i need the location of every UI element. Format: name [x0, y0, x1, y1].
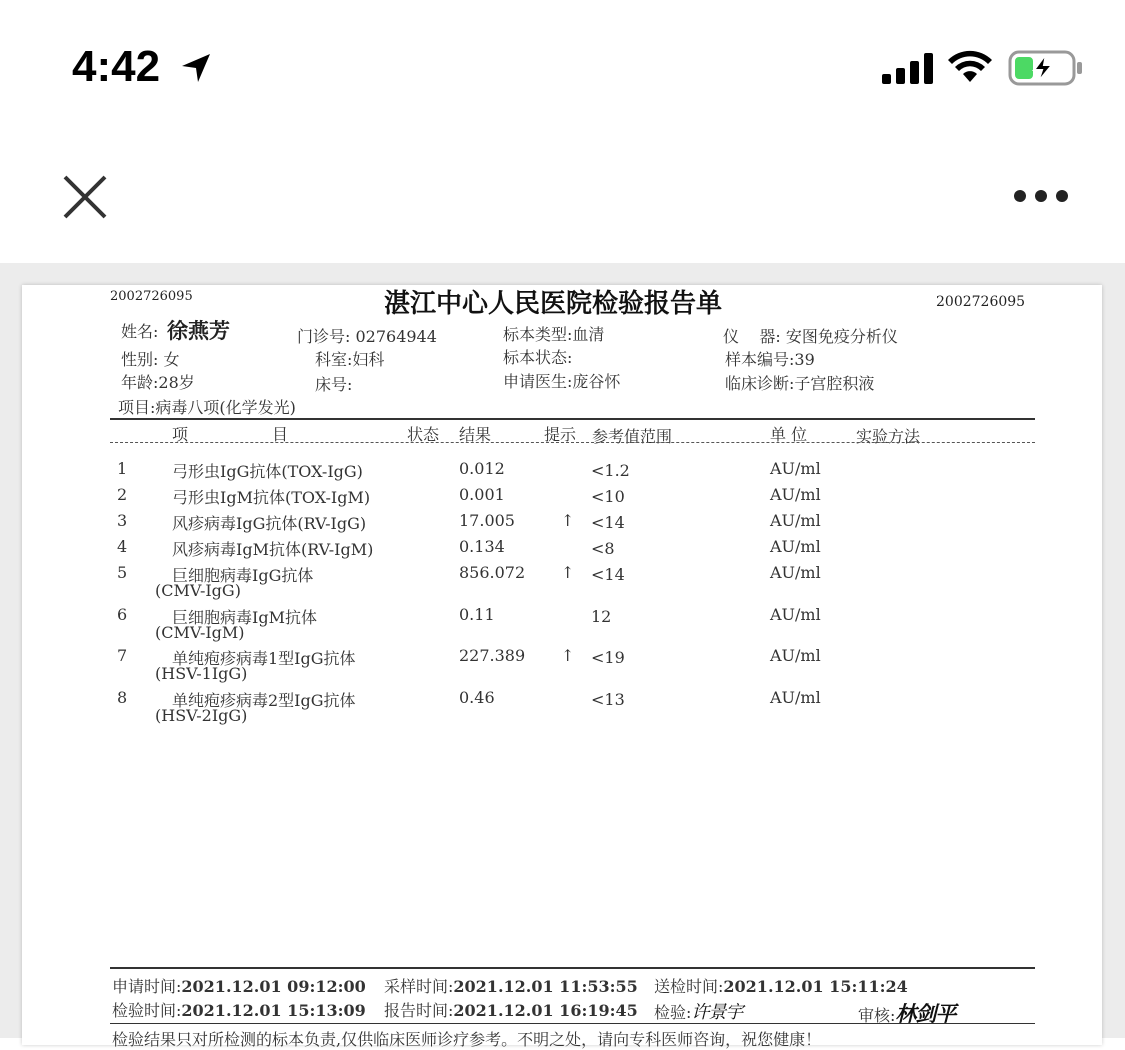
- row-name: 巨细胞病毒IgG抗体: [172, 566, 314, 585]
- nav-bar: [0, 130, 1125, 263]
- tester: [654, 998, 742, 1024]
- row-unit: AU/ml: [770, 511, 821, 530]
- lab-report: [22, 285, 1102, 1049]
- row-no: 7: [117, 646, 128, 665]
- row-unit: AU/ml: [770, 688, 821, 707]
- close-icon[interactable]: [62, 174, 108, 220]
- status-bar: [0, 0, 1125, 130]
- tester-signature: 许景宇: [691, 1002, 743, 1023]
- more-icon[interactable]: [1012, 188, 1072, 204]
- name-label: 姓名:: [121, 322, 159, 341]
- row-hint: ↑: [561, 511, 575, 530]
- report-time: [384, 998, 638, 1021]
- reviewer-signature: 林剑平: [895, 1002, 956, 1026]
- row-name2: (HSV-2IgG): [155, 706, 248, 725]
- col-unit: 单 位: [770, 425, 808, 444]
- row-unit: AU/ml: [770, 605, 821, 624]
- send-time-value: 2021.12.01 15:11:24: [723, 977, 908, 996]
- request-time: [112, 974, 366, 997]
- sample-time-label: 采样时间:: [384, 977, 454, 996]
- report-id-left: 2002726095: [110, 289, 193, 304]
- test-time-label: 检验时间:: [112, 1001, 182, 1020]
- divider: [110, 1023, 1035, 1024]
- report-time-value: 2021.12.01 16:19:45: [453, 1001, 638, 1020]
- row-no: 1: [117, 459, 128, 478]
- row-name: 弓形虫IgG抗体(TOX-IgG): [172, 462, 363, 481]
- request-time-value: 2021.12.01 09:12:00: [181, 977, 366, 996]
- row-name2: (HSV-1IgG): [155, 664, 248, 683]
- row-reference: <14: [591, 565, 625, 584]
- row-reference: <19: [591, 648, 625, 667]
- row-result: 227.389: [459, 646, 526, 665]
- row-name: 巨细胞病毒IgM抗体: [172, 608, 317, 627]
- col-status: 状态: [407, 425, 440, 444]
- patient-name: 徐燕芳: [167, 318, 230, 343]
- col-item-2: 目: [272, 425, 289, 444]
- department: 科室:妇科: [315, 350, 385, 369]
- request-time-label: 申请时间:: [112, 977, 182, 996]
- divider: [110, 418, 1035, 420]
- col-reference: 参考值范围: [592, 427, 673, 446]
- row-hint: ↑: [561, 563, 575, 582]
- requesting-doctor: 申请医生:庞谷怀: [503, 372, 621, 391]
- row-no: 3: [117, 511, 128, 530]
- location-arrow-icon: [180, 52, 212, 84]
- row-reference: 12: [591, 607, 612, 626]
- row-name: 风疹病毒IgM抗体(RV-IgM): [172, 540, 374, 559]
- divider: [110, 967, 1035, 969]
- reviewer-label: 审核:: [858, 1006, 896, 1025]
- row-reference: <1.2: [591, 461, 630, 480]
- signal-icon: [882, 52, 934, 84]
- document-viewer[interactable]: [0, 263, 1125, 1049]
- report-time-label: 报告时间:: [384, 1001, 454, 1020]
- report-title: 湛江中心人民医院检验报告单: [384, 289, 723, 319]
- send-time: [654, 974, 908, 997]
- divider-dashed: [110, 442, 1035, 443]
- test-time: [112, 998, 366, 1021]
- row-result: 0.012: [459, 459, 505, 478]
- sample-no: 样本编号:39: [725, 350, 815, 369]
- row-unit: AU/ml: [770, 537, 821, 556]
- row-unit: AU/ml: [770, 485, 821, 504]
- disclaimer: 检验结果只对所检测的标本负责,仅供临床医师诊疗参考。不明之处，请向专科医师咨询，祝您健康！: [112, 1030, 822, 1049]
- sample-time: [384, 974, 638, 997]
- row-result: 17.005: [459, 511, 515, 530]
- col-hint: 提示: [544, 425, 577, 444]
- sex: 性别: 女: [121, 350, 180, 369]
- specimen-status: 标本状态:: [503, 348, 573, 367]
- row-name2: (CMV-IgM): [155, 623, 245, 642]
- age: 年龄:28岁: [121, 373, 195, 392]
- row-name: 单纯疱疹病毒2型IgG抗体: [172, 691, 356, 710]
- row-result: 856.072: [459, 563, 526, 582]
- test-time-value: 2021.12.01 15:13:09: [181, 1001, 366, 1020]
- row-result: 0.11: [459, 605, 495, 624]
- wifi-icon: [946, 50, 994, 84]
- battery-charging-icon: [1008, 50, 1084, 86]
- row-result: 0.001: [459, 485, 505, 504]
- col-method: 实验方法: [856, 427, 921, 446]
- tester-label: 检验:: [654, 1003, 692, 1022]
- instrument: 仪 器: 安图免疫分析仪: [723, 327, 898, 346]
- row-hint: ↑: [561, 646, 575, 665]
- row-no: 8: [117, 688, 128, 707]
- report-id-right: 2002726095: [936, 294, 1026, 310]
- row-reference: <13: [591, 690, 625, 709]
- row-reference: <14: [591, 513, 625, 532]
- row-name: 单纯疱疹病毒1型IgG抗体: [172, 649, 356, 668]
- row-no: 6: [117, 605, 128, 624]
- row-result: 0.134: [459, 537, 505, 556]
- row-no: 2: [117, 485, 128, 504]
- col-item: 项: [172, 425, 189, 444]
- row-name2: (CMV-IgG): [155, 581, 241, 600]
- specimen-type: 标本类型:血清: [503, 325, 605, 344]
- clinic-no: 门诊号: 02764944: [297, 327, 437, 346]
- row-name: 风疹病毒IgG抗体(RV-IgG): [172, 514, 367, 533]
- row-name: 弓形虫IgM抗体(TOX-IgM): [172, 488, 371, 507]
- send-time-label: 送检时间:: [654, 977, 724, 996]
- bed: 床号:: [315, 375, 353, 394]
- clinical-diagnosis: 临床诊断:子宫腔积液: [725, 374, 875, 393]
- sample-time-value: 2021.12.01 11:53:55: [453, 977, 638, 996]
- row-result: 0.46: [459, 688, 495, 707]
- row-reference: <8: [591, 539, 615, 558]
- row-reference: <10: [591, 487, 625, 506]
- row-unit: AU/ml: [770, 459, 821, 478]
- row-unit: AU/ml: [770, 563, 821, 582]
- row-unit: AU/ml: [770, 646, 821, 665]
- clock: 4:42: [72, 42, 161, 91]
- row-no: 5: [117, 563, 128, 582]
- row-no: 4: [117, 537, 128, 556]
- col-result: 结果: [459, 425, 492, 444]
- project: 项目:病毒八项(化学发光): [118, 398, 296, 417]
